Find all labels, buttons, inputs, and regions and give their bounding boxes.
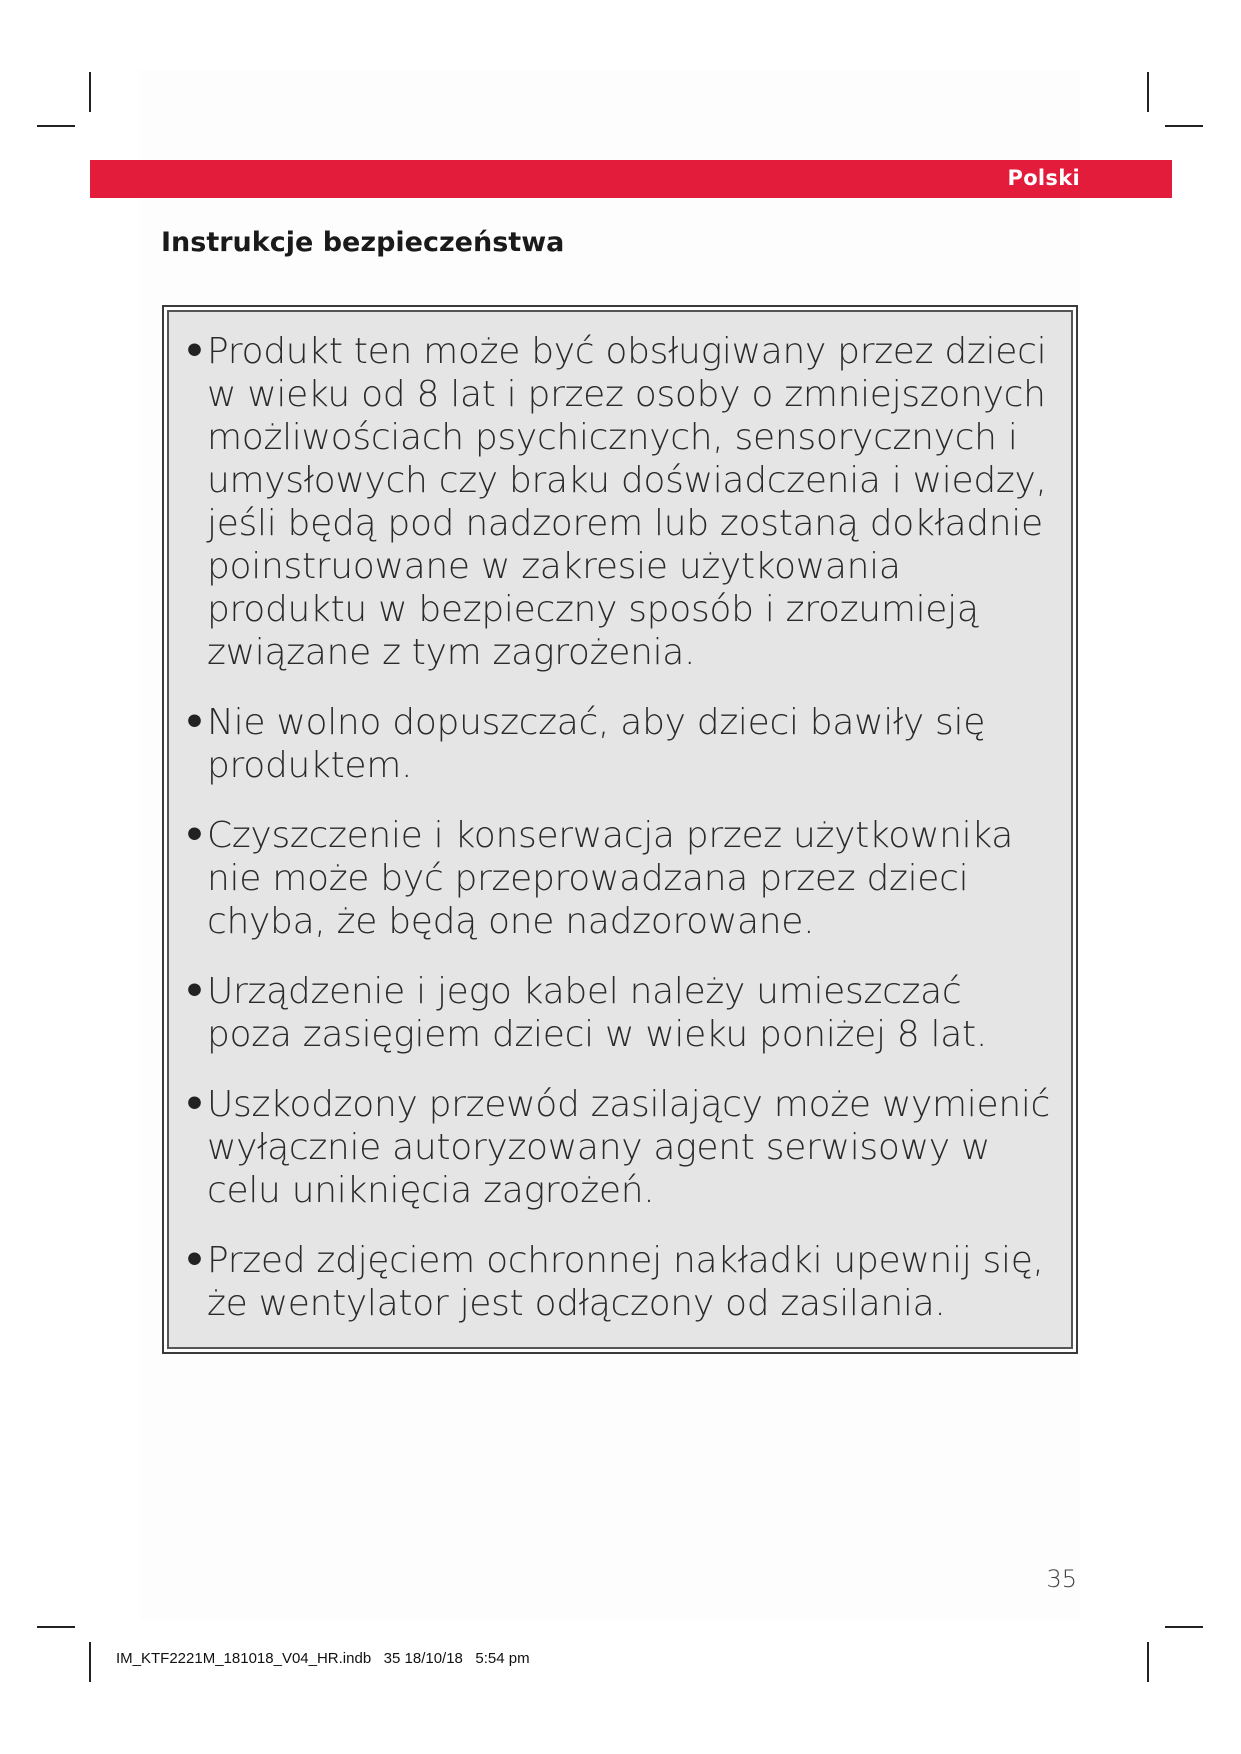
note-text: Urządzenie i jego kabel należy umieszczać poza zasięgiem dzieci w wieku poniżej 8 lat. <box>207 971 987 1055</box>
crop-mark-bottom-right-horizontal <box>1165 1626 1203 1628</box>
bullet-icon: • <box>183 1084 206 1125</box>
safety-notes-list <box>183 330 1057 1325</box>
crop-mark-bottom-right-vertical <box>1147 1642 1149 1682</box>
page-number: 35 <box>1046 1565 1077 1593</box>
bullet-icon: • <box>183 1240 206 1281</box>
safety-notice-box <box>162 305 1078 1354</box>
crop-mark-bottom-left-vertical <box>89 1642 91 1682</box>
note-text: Nie wolno dopuszczać, aby dzieci bawiły się produktem. <box>207 702 986 786</box>
bullet-icon: • <box>183 971 206 1012</box>
section-title: Instrukcje bezpieczeństwa <box>161 227 565 258</box>
note-text: Przed zdjęciem ochronnej nakładki upewnij się, że wentylator jest odłączony od zasilania. <box>207 1240 1044 1324</box>
list-item <box>183 1239 1057 1325</box>
crop-mark-bottom-left-horizontal <box>37 1626 75 1628</box>
bullet-icon: • <box>183 331 206 372</box>
bullet-icon: • <box>183 702 206 743</box>
language-label: Polski <box>1007 166 1080 190</box>
print-slug: IM_KTF2221M_181018_V04_HR.indb 35 18/10/18 5:54 pm <box>116 1650 530 1667</box>
list-item <box>183 814 1057 943</box>
safety-notice-inner <box>167 310 1073 1349</box>
crop-mark-top-right-vertical <box>1147 72 1149 112</box>
list-item <box>183 330 1057 674</box>
list-item <box>183 970 1057 1056</box>
crop-mark-top-left-horizontal <box>37 125 75 127</box>
language-header-bar <box>90 160 1172 198</box>
crop-mark-top-right-horizontal <box>1165 125 1203 127</box>
note-text: Produkt ten może być obsługiwany przez dzieci w wieku od 8 lat i przez osoby o zmniejszonych możliwościach psychicznych, sensorycznych i umysłowych czy braku doświadczenia i wiedzy, jeśli będą pod nadzorem lub zostaną dokładnie poinstruowane w zakresie użytkowania produktu w bezpieczny sposób i zrozumieją związane z tym zagrożenia. <box>207 331 1047 673</box>
list-item <box>183 1083 1057 1212</box>
list-item <box>183 701 1057 787</box>
note-text: Czyszczenie i konserwacja przez użytkownika nie może być przeprowadzana przez dzieci chyba, że będą one nadzorowane. <box>207 815 1013 942</box>
crop-mark-top-left-vertical <box>89 72 91 112</box>
note-text: Uszkodzony przewód zasilający może wymienić wyłącznie autoryzowany agent serwisowy w celu uniknięcia zagrożeń. <box>207 1084 1051 1211</box>
bullet-icon: • <box>183 815 206 856</box>
